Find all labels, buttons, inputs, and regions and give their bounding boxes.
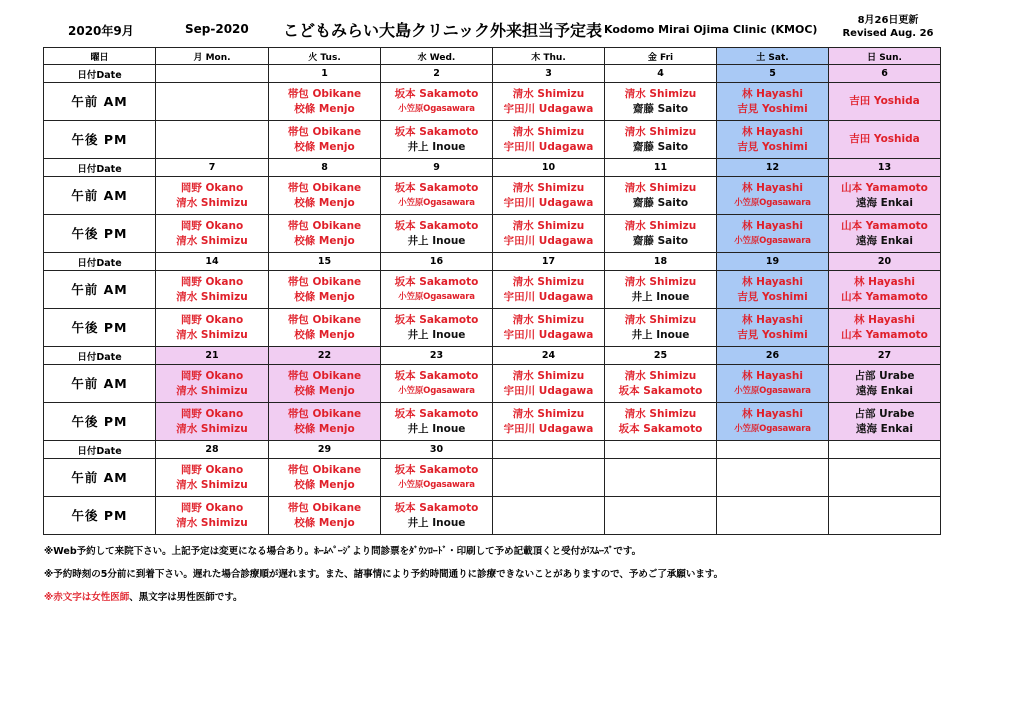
pm-row bbox=[44, 497, 941, 535]
doctor-name: 坂本 Sakamoto bbox=[394, 219, 479, 232]
doctor-name: 校條 Menjo bbox=[294, 234, 355, 247]
date-row bbox=[44, 441, 941, 459]
slot-cell-sat bbox=[717, 403, 829, 441]
doctor-name: 坂本 Sakamoto bbox=[394, 369, 479, 382]
date-cell-wed: 9 bbox=[381, 159, 493, 177]
am-row-label: 午前 AM bbox=[44, 177, 156, 215]
slot-cell-thu bbox=[493, 459, 605, 497]
weekday-sat: 土 Sat. bbox=[717, 48, 829, 65]
date-cell-fri: 18 bbox=[605, 253, 717, 271]
doctor-name: 校條 Menjo bbox=[294, 328, 355, 341]
doctor-name: 帯包 Obikane bbox=[287, 369, 362, 382]
weekday-tue: 火 Tus. bbox=[269, 48, 381, 65]
doctor-name: 井上 Inoue bbox=[407, 234, 466, 247]
slot-cell-wed bbox=[381, 309, 493, 347]
weekday-label: 曜日 bbox=[44, 48, 156, 65]
slot-cell-sun bbox=[829, 271, 941, 309]
slot-cell-sun bbox=[829, 309, 941, 347]
doctor-name: 林 Hayashi bbox=[742, 407, 803, 420]
date-cell-mon: 14 bbox=[156, 253, 269, 271]
date-cell-fri bbox=[605, 441, 717, 459]
slot-cell-mon bbox=[156, 403, 269, 441]
doctor-name: 坂本 Sakamoto bbox=[618, 422, 703, 435]
slot-cell-tue bbox=[269, 497, 381, 535]
slot-cell-sat bbox=[717, 459, 829, 497]
month-en: Sep-2020 bbox=[185, 22, 249, 36]
slot-cell-thu bbox=[493, 177, 605, 215]
pm-row bbox=[44, 121, 941, 159]
date-row bbox=[44, 65, 941, 83]
date-cell-sat: 26 bbox=[717, 347, 829, 365]
date-row bbox=[44, 253, 941, 271]
slot-cell-tue bbox=[269, 459, 381, 497]
date-cell-sun: 20 bbox=[829, 253, 941, 271]
doctor-name: 林 Hayashi bbox=[742, 87, 803, 100]
doctor-name: 清水 Shimizu bbox=[624, 275, 697, 288]
doctor-name: 齋藤 Saito bbox=[632, 102, 689, 115]
doctor-name: 清水 Shimizu bbox=[624, 219, 697, 232]
doctor-name: 岡野 Okano bbox=[180, 407, 244, 420]
note-web-reservation: ※Web予約して来院下さい。上記予定は変更になる場合あり。ﾎｰﾑﾍﾟｰｼﾞより問診票をﾀﾞｳﾝﾛｰﾄﾞ・印刷して予め記載頂くと受付がｽﾑｰｽﾞです。 bbox=[44, 546, 642, 557]
note-black-text: 、黒文字は男性医師です。 bbox=[129, 592, 243, 603]
slot-cell-sun bbox=[829, 215, 941, 253]
doctor-name: 帯包 Obikane bbox=[287, 219, 362, 232]
doctor-name: 林 Hayashi bbox=[854, 313, 915, 326]
date-row-label: 日付Date bbox=[44, 347, 156, 365]
doctor-name: 坂本 Sakamoto bbox=[394, 125, 479, 138]
date-cell-sat: 5 bbox=[717, 65, 829, 83]
doctor-name: 清水 Shimizu bbox=[176, 234, 248, 247]
doctor-name: 吉田 Yoshida bbox=[849, 95, 920, 107]
doctor-name: 清水 Shimizu bbox=[512, 125, 585, 138]
slot-cell-fri bbox=[605, 121, 717, 159]
am-row bbox=[44, 83, 941, 121]
doctor-name: 帯包 Obikane bbox=[287, 275, 362, 288]
slot-cell-sun bbox=[829, 177, 941, 215]
am-row-label: 午前 AM bbox=[44, 459, 156, 497]
slot-cell-wed bbox=[381, 497, 493, 535]
slot-cell-fri bbox=[605, 271, 717, 309]
doctor-name: 坂本 Sakamoto bbox=[394, 407, 479, 420]
slot-cell-wed bbox=[381, 403, 493, 441]
doctor-name: 林 Hayashi bbox=[742, 125, 803, 138]
pm-row-label: 午後 PM bbox=[44, 215, 156, 253]
date-cell-tue: 22 bbox=[269, 347, 381, 365]
slot-cell-sat bbox=[717, 497, 829, 535]
doctor-name: 帯包 Obikane bbox=[287, 87, 362, 100]
date-cell-sun: 27 bbox=[829, 347, 941, 365]
doctor-name: 清水 Shimizu bbox=[624, 125, 697, 138]
doctor-name: 清水 Shimizu bbox=[512, 313, 585, 326]
am-row bbox=[44, 271, 941, 309]
slot-cell-mon bbox=[156, 83, 269, 121]
slot-cell-mon bbox=[156, 121, 269, 159]
doctor-name: 清水 Shimizu bbox=[176, 328, 248, 341]
slot-cell-thu bbox=[493, 365, 605, 403]
doctor-name: 占部 Urabe bbox=[854, 407, 915, 420]
note-color-legend bbox=[44, 589, 243, 603]
doctor-name: 清水 Shimizu bbox=[176, 422, 248, 435]
doctor-name: 清水 Shimizu bbox=[512, 369, 585, 382]
slot-cell-sat bbox=[717, 215, 829, 253]
doctor-name: 宇田川 Udagawa bbox=[503, 234, 594, 247]
doctor-name: 岡野 Okano bbox=[180, 369, 244, 382]
slot-cell-thu bbox=[493, 121, 605, 159]
slot-cell-wed bbox=[381, 215, 493, 253]
date-cell-wed: 23 bbox=[381, 347, 493, 365]
date-cell-sat bbox=[717, 441, 829, 459]
am-row-label: 午前 AM bbox=[44, 83, 156, 121]
slot-cell-sun bbox=[829, 403, 941, 441]
doctor-name: 宇田川 Udagawa bbox=[503, 328, 594, 341]
doctor-name: 林 Hayashi bbox=[854, 275, 915, 288]
slot-cell-sat bbox=[717, 177, 829, 215]
weekday-sun: 日 Sun. bbox=[829, 48, 941, 65]
doctor-name: 清水 Shimizu bbox=[512, 275, 585, 288]
slot-cell-mon bbox=[156, 365, 269, 403]
doctor-name: 坂本 Sakamoto bbox=[618, 384, 703, 397]
slot-cell-thu bbox=[493, 309, 605, 347]
doctor-name: 宇田川 Udagawa bbox=[503, 384, 594, 397]
weekday-thu: 木 Thu. bbox=[493, 48, 605, 65]
am-row-label: 午前 AM bbox=[44, 271, 156, 309]
doctor-name: 小笠原Ogasawara bbox=[734, 197, 811, 208]
date-cell-thu: 17 bbox=[493, 253, 605, 271]
slot-cell-sun bbox=[829, 497, 941, 535]
date-cell-thu: 3 bbox=[493, 65, 605, 83]
slot-cell-fri bbox=[605, 459, 717, 497]
date-cell-fri: 25 bbox=[605, 347, 717, 365]
doctor-name: 岡野 Okano bbox=[180, 275, 244, 288]
doctor-name: 林 Hayashi bbox=[742, 181, 803, 194]
date-row-label: 日付Date bbox=[44, 441, 156, 459]
schedule-table bbox=[43, 47, 941, 535]
doctor-name: 小笠原Ogasawara bbox=[398, 197, 475, 208]
slot-cell-thu bbox=[493, 83, 605, 121]
slot-cell-tue bbox=[269, 83, 381, 121]
slot-cell-wed bbox=[381, 459, 493, 497]
doctor-name: 清水 Shimizu bbox=[512, 87, 585, 100]
slot-cell-mon bbox=[156, 215, 269, 253]
date-cell-sun bbox=[829, 441, 941, 459]
doctor-name: 岡野 Okano bbox=[180, 181, 244, 194]
doctor-name: 清水 Shimizu bbox=[512, 407, 585, 420]
slot-cell-wed bbox=[381, 177, 493, 215]
weekday-wed: 水 Wed. bbox=[381, 48, 493, 65]
doctor-name: 校條 Menjo bbox=[294, 140, 355, 153]
doctor-name: 宇田川 Udagawa bbox=[503, 196, 594, 209]
doctor-name: 清水 Shimizu bbox=[512, 181, 585, 194]
date-cell-thu: 10 bbox=[493, 159, 605, 177]
date-cell-wed: 16 bbox=[381, 253, 493, 271]
doctor-name: 井上 Inoue bbox=[407, 516, 466, 529]
date-row-label: 日付Date bbox=[44, 159, 156, 177]
slot-cell-thu bbox=[493, 497, 605, 535]
doctor-name: 吉見 Yoshimi bbox=[737, 328, 808, 341]
slot-cell-tue bbox=[269, 309, 381, 347]
clinic-name-en: Kodomo Mirai Ojima Clinic (KMOC) bbox=[604, 23, 818, 36]
slot-cell-tue bbox=[269, 121, 381, 159]
date-cell-wed: 2 bbox=[381, 65, 493, 83]
doctor-name: 校條 Menjo bbox=[294, 290, 355, 303]
doctor-name: 坂本 Sakamoto bbox=[394, 87, 479, 100]
date-cell-mon: 28 bbox=[156, 441, 269, 459]
note-red-text: ※赤文字は女性医師 bbox=[44, 592, 130, 603]
doctor-name: 岡野 Okano bbox=[180, 219, 244, 232]
doctor-name: 遠海 Enkai bbox=[856, 234, 913, 247]
doctor-name: 小笠原Ogasawara bbox=[734, 235, 811, 246]
month-jp: 2020年9月 bbox=[68, 24, 134, 38]
date-cell-thu: 24 bbox=[493, 347, 605, 365]
slot-cell-sun bbox=[829, 83, 941, 121]
slot-cell-mon bbox=[156, 177, 269, 215]
slot-cell-sat bbox=[717, 83, 829, 121]
weekday-fri: 金 Fri bbox=[605, 48, 717, 65]
updated-date bbox=[838, 14, 938, 40]
doctor-name: 帯包 Obikane bbox=[287, 463, 362, 476]
doctor-name: 井上 Inoue bbox=[631, 328, 690, 341]
doctor-name: 山本 Yamamoto bbox=[841, 328, 928, 341]
doctor-name: 清水 Shimizu bbox=[176, 196, 248, 209]
doctor-name: 吉見 Yoshimi bbox=[737, 290, 808, 303]
date-cell-sun: 13 bbox=[829, 159, 941, 177]
doctor-name: 吉田 Yoshida bbox=[849, 133, 920, 145]
slot-cell-sat bbox=[717, 365, 829, 403]
slot-cell-fri bbox=[605, 497, 717, 535]
slot-cell-wed bbox=[381, 83, 493, 121]
slot-cell-tue bbox=[269, 403, 381, 441]
doctor-name: 帯包 Obikane bbox=[287, 313, 362, 326]
doctor-name: 占部 Urabe bbox=[854, 369, 915, 382]
pm-row-label: 午後 PM bbox=[44, 309, 156, 347]
doctor-name: 岡野 Okano bbox=[180, 313, 244, 326]
doctor-name: 清水 Shimizu bbox=[176, 478, 248, 491]
slot-cell-tue bbox=[269, 177, 381, 215]
doctor-name: 岡野 Okano bbox=[180, 463, 244, 476]
doctor-name: 山本 Yamamoto bbox=[841, 181, 928, 194]
doctor-name: 林 Hayashi bbox=[742, 313, 803, 326]
doctor-name: 坂本 Sakamoto bbox=[394, 181, 479, 194]
updated-jp: 8月26日更新 bbox=[857, 15, 919, 26]
doctor-name: 清水 Shimizu bbox=[624, 369, 697, 382]
date-cell-mon bbox=[156, 65, 269, 83]
doctor-name: 清水 Shimizu bbox=[176, 516, 248, 529]
slot-cell-sun bbox=[829, 121, 941, 159]
am-row bbox=[44, 365, 941, 403]
date-row-label: 日付Date bbox=[44, 253, 156, 271]
slot-cell-sat bbox=[717, 271, 829, 309]
slot-cell-sun bbox=[829, 365, 941, 403]
doctor-name: 校條 Menjo bbox=[294, 516, 355, 529]
doctor-name: 小笠原Ogasawara bbox=[398, 291, 475, 302]
doctor-name: 遠海 Enkai bbox=[856, 422, 913, 435]
doctor-name: 清水 Shimizu bbox=[624, 407, 697, 420]
pm-row-label: 午後 PM bbox=[44, 403, 156, 441]
doctor-name: 井上 Inoue bbox=[631, 290, 690, 303]
doctor-name: 井上 Inoue bbox=[407, 422, 466, 435]
updated-en: Revised Aug. 26 bbox=[842, 28, 934, 39]
slot-cell-mon bbox=[156, 497, 269, 535]
doctor-name: 吉見 Yoshimi bbox=[737, 140, 808, 153]
am-row bbox=[44, 177, 941, 215]
date-cell-sun: 6 bbox=[829, 65, 941, 83]
slot-cell-mon bbox=[156, 309, 269, 347]
date-row bbox=[44, 159, 941, 177]
doctor-name: 校條 Menjo bbox=[294, 478, 355, 491]
am-row-label: 午前 AM bbox=[44, 365, 156, 403]
date-row bbox=[44, 347, 941, 365]
doctor-name: 帯包 Obikane bbox=[287, 501, 362, 514]
page-title: こどもみらい大島クリニック外来担当予定表 bbox=[283, 21, 603, 40]
doctor-name: 宇田川 Udagawa bbox=[503, 422, 594, 435]
pm-row bbox=[44, 215, 941, 253]
doctor-name: 宇田川 Udagawa bbox=[503, 102, 594, 115]
weekday-header-row bbox=[44, 48, 941, 65]
doctor-name: 坂本 Sakamoto bbox=[394, 313, 479, 326]
doctor-name: 齋藤 Saito bbox=[632, 234, 689, 247]
slot-cell-fri bbox=[605, 403, 717, 441]
pm-row bbox=[44, 403, 941, 441]
slot-cell-fri bbox=[605, 177, 717, 215]
slot-cell-tue bbox=[269, 215, 381, 253]
doctor-name: 清水 Shimizu bbox=[624, 181, 697, 194]
pm-row-label: 午後 PM bbox=[44, 497, 156, 535]
date-cell-tue: 8 bbox=[269, 159, 381, 177]
slot-cell-mon bbox=[156, 271, 269, 309]
doctor-name: 帯包 Obikane bbox=[287, 181, 362, 194]
date-cell-mon: 21 bbox=[156, 347, 269, 365]
slot-cell-wed bbox=[381, 271, 493, 309]
date-cell-fri: 11 bbox=[605, 159, 717, 177]
doctor-name: 小笠原Ogasawara bbox=[398, 103, 475, 114]
note-arrival: ※予約時刻の5分前に到着下さい。遅れた場合診療順が遅れます。また、諸事情により予約時間通りに診療できないことがありますので、予めご了承願います。 bbox=[44, 569, 724, 580]
doctor-name: 吉見 Yoshimi bbox=[737, 102, 808, 115]
pm-row-label: 午後 PM bbox=[44, 121, 156, 159]
slot-cell-sun bbox=[829, 459, 941, 497]
doctor-name: 清水 Shimizu bbox=[176, 290, 248, 303]
weekday-mon: 月 Mon. bbox=[156, 48, 269, 65]
doctor-name: 帯包 Obikane bbox=[287, 125, 362, 138]
doctor-name: 宇田川 Udagawa bbox=[503, 140, 594, 153]
doctor-name: 遠海 Enkai bbox=[856, 384, 913, 397]
doctor-name: 坂本 Sakamoto bbox=[394, 463, 479, 476]
date-cell-tue: 29 bbox=[269, 441, 381, 459]
date-cell-sat: 19 bbox=[717, 253, 829, 271]
doctor-name: 清水 Shimizu bbox=[624, 313, 697, 326]
slot-cell-fri bbox=[605, 309, 717, 347]
doctor-name: 小笠原Ogasawara bbox=[398, 385, 475, 396]
doctor-name: 校條 Menjo bbox=[294, 196, 355, 209]
slot-cell-sat bbox=[717, 121, 829, 159]
slot-cell-tue bbox=[269, 365, 381, 403]
doctor-name: 坂本 Sakamoto bbox=[394, 501, 479, 514]
slot-cell-thu bbox=[493, 215, 605, 253]
doctor-name: 帯包 Obikane bbox=[287, 407, 362, 420]
date-cell-mon: 7 bbox=[156, 159, 269, 177]
slot-cell-sat bbox=[717, 309, 829, 347]
doctor-name: 校條 Menjo bbox=[294, 422, 355, 435]
slot-cell-thu bbox=[493, 271, 605, 309]
doctor-name: 清水 Shimizu bbox=[512, 219, 585, 232]
am-row bbox=[44, 459, 941, 497]
doctor-name: 林 Hayashi bbox=[742, 219, 803, 232]
date-row-label: 日付Date bbox=[44, 65, 156, 83]
doctor-name: 清水 Shimizu bbox=[176, 384, 248, 397]
doctor-name: 遠海 Enkai bbox=[856, 196, 913, 209]
doctor-name: 小笠原Ogasawara bbox=[734, 385, 811, 396]
doctor-name: 坂本 Sakamoto bbox=[394, 275, 479, 288]
doctor-name: 井上 Inoue bbox=[407, 328, 466, 341]
doctor-name: 林 Hayashi bbox=[742, 275, 803, 288]
doctor-name: 林 Hayashi bbox=[742, 369, 803, 382]
slot-cell-fri bbox=[605, 83, 717, 121]
doctor-name: 齋藤 Saito bbox=[632, 196, 689, 209]
doctor-name: 小笠原Ogasawara bbox=[398, 479, 475, 490]
doctor-name: 山本 Yamamoto bbox=[841, 219, 928, 232]
doctor-name: 岡野 Okano bbox=[180, 501, 244, 514]
doctor-name: 清水 Shimizu bbox=[624, 87, 697, 100]
slot-cell-fri bbox=[605, 215, 717, 253]
doctor-name: 齋藤 Saito bbox=[632, 140, 689, 153]
pm-row bbox=[44, 309, 941, 347]
doctor-name: 宇田川 Udagawa bbox=[503, 290, 594, 303]
doctor-name: 井上 Inoue bbox=[407, 140, 466, 153]
date-cell-thu bbox=[493, 441, 605, 459]
slot-cell-mon bbox=[156, 459, 269, 497]
date-cell-tue: 15 bbox=[269, 253, 381, 271]
doctor-name: 校條 Menjo bbox=[294, 102, 355, 115]
slot-cell-wed bbox=[381, 365, 493, 403]
doctor-name: 小笠原Ogasawara bbox=[734, 423, 811, 434]
date-cell-wed: 30 bbox=[381, 441, 493, 459]
slot-cell-wed bbox=[381, 121, 493, 159]
doctor-name: 山本 Yamamoto bbox=[841, 290, 928, 303]
doctor-name: 校條 Menjo bbox=[294, 384, 355, 397]
slot-cell-thu bbox=[493, 403, 605, 441]
date-cell-fri: 4 bbox=[605, 65, 717, 83]
slot-cell-fri bbox=[605, 365, 717, 403]
slot-cell-tue bbox=[269, 271, 381, 309]
date-cell-tue: 1 bbox=[269, 65, 381, 83]
date-cell-sat: 12 bbox=[717, 159, 829, 177]
